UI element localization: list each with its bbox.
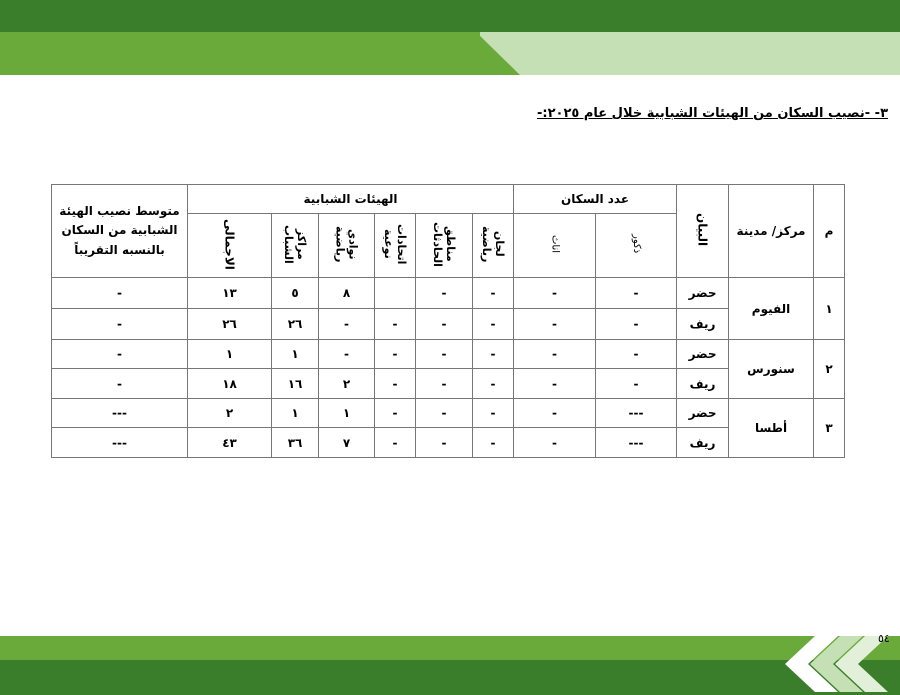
cell-center: سنورس: [729, 340, 814, 399]
table-row: [52, 399, 845, 428]
cell-males: -: [596, 340, 677, 369]
header-statement-text: البيان: [695, 212, 710, 247]
cell-females: -: [514, 369, 596, 399]
header-avg-share: متوسط نصيب الهيئة الشبابية من السكان بالنسبه التقريباً: [52, 185, 188, 278]
cell-center: الفيوم: [729, 278, 814, 340]
cell-females: -: [514, 399, 596, 428]
cell-clubs: -: [319, 309, 375, 340]
youth-bodies-table: [51, 184, 845, 458]
cell-youth-centers: ١: [272, 399, 319, 428]
cell-committees: -: [473, 340, 514, 369]
cell-committees: -: [473, 369, 514, 399]
header-males: [596, 214, 677, 278]
cell-zones: -: [416, 309, 473, 340]
cell-males: -: [596, 278, 677, 309]
cell-m: ١: [814, 278, 845, 340]
header-youth-bodies: الهيئات الشبابية: [188, 185, 514, 214]
header-females: [514, 214, 596, 278]
cell-unions: [375, 278, 416, 309]
cell-total: ٤٣: [188, 428, 272, 458]
cell-center: أطسا: [729, 399, 814, 458]
cell-males: ---: [596, 399, 677, 428]
cell-clubs: ٧: [319, 428, 375, 458]
cell-zones: -: [416, 428, 473, 458]
cell-total: ٢٦: [188, 309, 272, 340]
header-males-text: ذكور: [631, 234, 643, 254]
cell-avg: ---: [52, 428, 188, 458]
cell-total: ١: [188, 340, 272, 369]
cell-females: -: [514, 309, 596, 340]
table-row: [52, 340, 845, 369]
page-title: ٣- -نصيب السكان من الهيئات الشبابية خلال عام ٢٠٢٥:-: [536, 106, 888, 121]
cell-type: ريف: [677, 309, 729, 340]
cell-youth-centers: ١٦: [272, 369, 319, 399]
page-number: ٥٤: [878, 632, 890, 645]
cell-avg: -: [52, 369, 188, 399]
header-youth-centers: [272, 214, 319, 278]
header-sports-zones-text: مناطق الحادثات: [431, 221, 458, 267]
cell-avg: ---: [52, 399, 188, 428]
cell-committees: -: [473, 278, 514, 309]
table-row: [52, 369, 845, 399]
cell-youth-centers: ٢٦: [272, 309, 319, 340]
cell-type: حضر: [677, 278, 729, 309]
cell-m: ٢: [814, 340, 845, 399]
cell-zones: -: [416, 399, 473, 428]
cell-males: -: [596, 309, 677, 340]
cell-unions: -: [375, 369, 416, 399]
cell-total: ١٣: [188, 278, 272, 309]
cell-females: -: [514, 278, 596, 309]
cell-committees: -: [473, 399, 514, 428]
header-sports-committees-text: لجان رياضية: [480, 225, 507, 263]
cell-committees: -: [473, 309, 514, 340]
cell-type: ريف: [677, 369, 729, 399]
cell-unions: -: [375, 399, 416, 428]
cell-unions: -: [375, 309, 416, 340]
cell-zones: -: [416, 278, 473, 309]
cell-committees: -: [473, 428, 514, 458]
cell-avg: -: [52, 340, 188, 369]
cell-males: -: [596, 369, 677, 399]
header-statement: [677, 185, 729, 278]
cell-type: حضر: [677, 399, 729, 428]
header-m: م: [814, 185, 845, 278]
cell-clubs: ١: [319, 399, 375, 428]
table-row: [52, 309, 845, 340]
header-band-mid: [0, 32, 480, 75]
cell-females: -: [514, 428, 596, 458]
header-center: مركز/ مدينة: [729, 185, 814, 278]
cell-type: حضر: [677, 340, 729, 369]
cell-m: ٣: [814, 399, 845, 458]
header-sports-clubs-text: نوادي رياضية: [333, 225, 360, 263]
cell-total: ١٨: [188, 369, 272, 399]
cell-youth-centers: ١: [272, 340, 319, 369]
header-total-text: الاجمالى: [222, 218, 237, 270]
cell-females: -: [514, 340, 596, 369]
header-band-dark: [0, 0, 900, 32]
header-unions: [375, 214, 416, 278]
cell-zones: -: [416, 340, 473, 369]
cell-avg: -: [52, 309, 188, 340]
cell-youth-centers: ٥: [272, 278, 319, 309]
header-total: [188, 214, 272, 278]
cell-clubs: ٢: [319, 369, 375, 399]
header-sports-zones: [416, 214, 473, 278]
header-sports-committees: [473, 214, 514, 278]
cell-males: ---: [596, 428, 677, 458]
header-youth-centers-text: مراكز الشباب: [282, 224, 309, 264]
header-population: عدد السكان: [514, 185, 677, 214]
cell-type: ريف: [677, 428, 729, 458]
header-unions-text: اتحادات نوعية: [382, 223, 409, 265]
cell-clubs: ٨: [319, 278, 375, 309]
cell-youth-centers: ٣٦: [272, 428, 319, 458]
cell-unions: -: [375, 340, 416, 369]
header-females-text: اناث: [549, 234, 561, 254]
cell-clubs: -: [319, 340, 375, 369]
cell-zones: -: [416, 369, 473, 399]
cell-avg: -: [52, 278, 188, 309]
header-sports-clubs: [319, 214, 375, 278]
cell-total: ٢: [188, 399, 272, 428]
table-row: [52, 278, 845, 309]
table-row: [52, 428, 845, 458]
cell-unions: -: [375, 428, 416, 458]
